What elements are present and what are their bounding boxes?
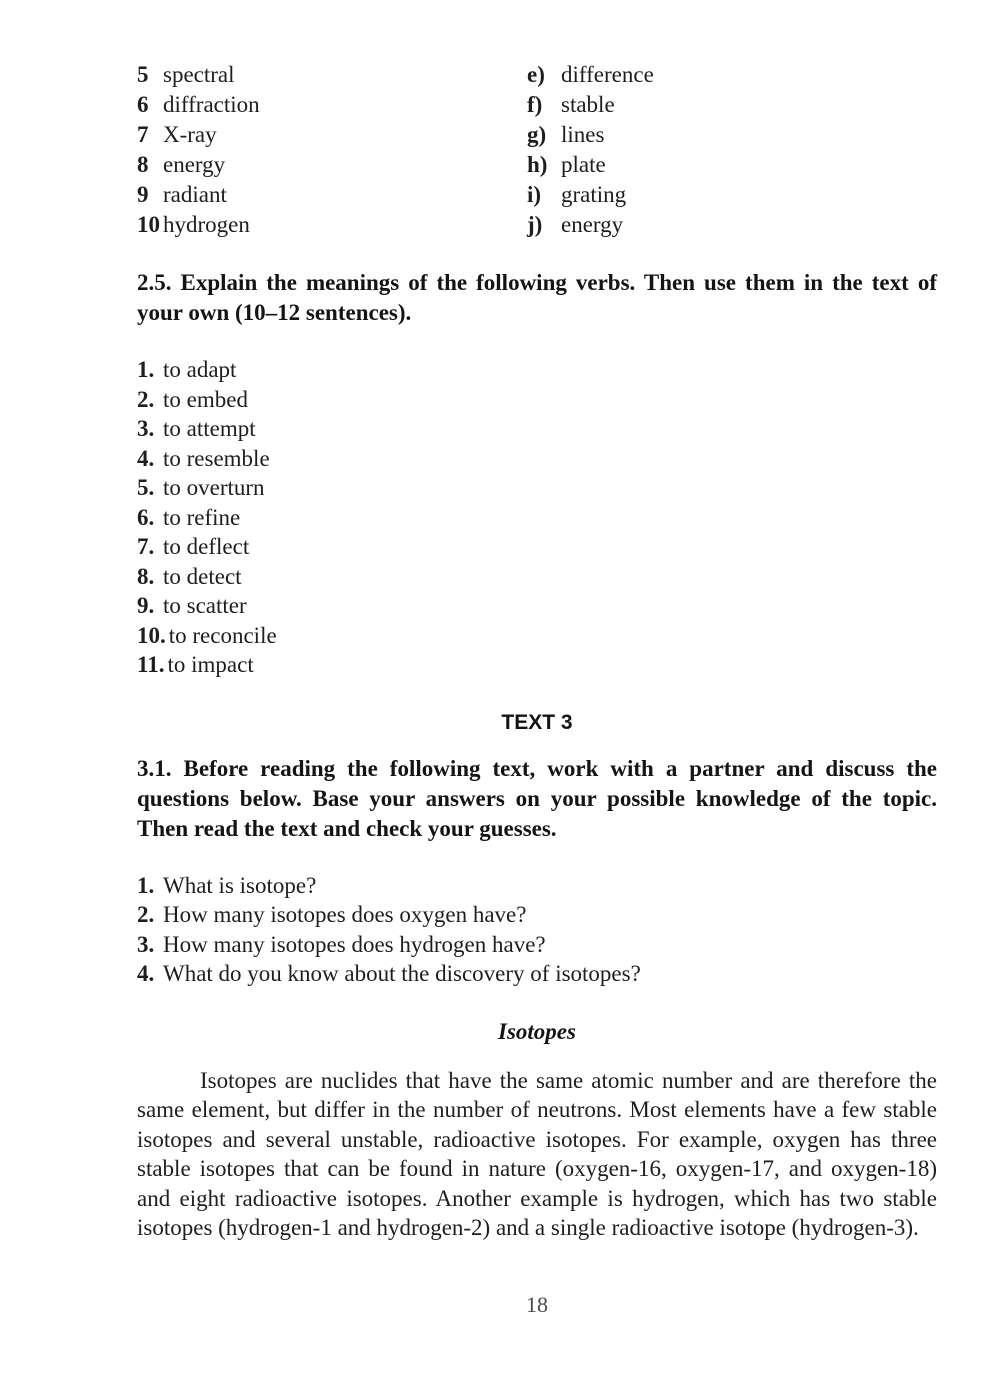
item-word: radiant	[163, 182, 227, 207]
verb-text: to resemble	[163, 445, 270, 471]
item-number: 7	[137, 122, 149, 147]
verb-text: to reconcile	[168, 622, 277, 648]
exercise-3-1-instruction: 3.1. Before reading the following text, work with a partner and discuss the questions below. Base your answers on your possible knowledge of the topic. Then read the text and check your guesses.	[137, 755, 937, 841]
matching-item	[527, 90, 937, 120]
item-number: 1.	[137, 357, 155, 382]
item-word: stable	[561, 92, 615, 117]
question-text: How many isotopes does hydrogen have?	[163, 931, 546, 957]
question-item	[137, 871, 937, 901]
reading-title: Isotopes	[498, 1018, 576, 1044]
verb-item	[137, 621, 937, 651]
question-text: How many isotopes does oxygen have?	[163, 902, 527, 927]
question-item	[137, 959, 937, 989]
verb-text: to refine	[163, 504, 241, 530]
question-text: What is isotope?	[163, 872, 317, 898]
verb-item	[137, 355, 937, 385]
item-number: 5.	[137, 475, 155, 500]
item-word: X-ray	[163, 122, 217, 147]
matching-right-column	[527, 60, 937, 240]
verb-text: to overturn	[163, 475, 265, 500]
verb-text: to attempt	[163, 416, 256, 441]
page-number: 18	[526, 1292, 548, 1317]
matching-item	[137, 210, 527, 240]
question-text: What do you know about the discovery of isotopes?	[163, 961, 641, 986]
item-number: 5	[137, 62, 149, 87]
item-word: energy	[561, 212, 624, 237]
item-word: spectral	[163, 62, 235, 87]
matching-item	[137, 180, 527, 210]
item-number: 8.	[137, 563, 155, 589]
item-letter: h)	[527, 152, 548, 177]
item-word: difference	[561, 62, 654, 87]
item-letter: j)	[527, 212, 543, 237]
verb-item	[137, 650, 937, 680]
exercise-2-5-heading: 2.5. Explain the meanings of the following verbs. Then use them in the text of your own (10–12 sentences).	[137, 270, 937, 325]
reading-paragraph: Isotopes are nuclides that have the same atomic number and are therefore the same element, but differ in the number of neutrons. Most elements have a few stable isotopes and several unstable, radioactive isotopes. For example, oxygen has three stable isotopes that can be found in nature (oxygen-16, oxygen-17, and oxygen-18) and eight radioactive isotopes. Another example is hydrogen, which has two stable isotopes (hydrogen-1 and hydrogen-2) and a single radioactive isotope (hydrogen-3).	[137, 1067, 937, 1240]
question-item	[137, 930, 937, 960]
matching-exercise	[137, 60, 937, 240]
matching-item	[527, 180, 937, 210]
verb-text: to detect	[163, 563, 242, 589]
item-word: lines	[561, 122, 605, 147]
verb-item	[137, 385, 937, 415]
question-item	[137, 900, 937, 930]
item-number: 9.	[137, 593, 155, 618]
item-letter: i)	[527, 182, 542, 207]
item-number: 4.	[137, 445, 155, 471]
item-word: diffraction	[163, 92, 260, 117]
item-number: 1.	[137, 872, 155, 898]
matching-item	[527, 210, 937, 240]
item-number: 3.	[137, 931, 155, 957]
verb-text: to scatter	[163, 593, 247, 618]
item-letter: e)	[527, 62, 545, 87]
matching-left-column	[137, 60, 527, 240]
verb-text: to adapt	[163, 357, 237, 382]
item-letter: g)	[527, 122, 547, 147]
item-number: 4.	[137, 961, 155, 986]
matching-item	[137, 90, 527, 120]
item-number: 8	[137, 152, 149, 177]
verb-item	[137, 562, 937, 592]
matching-item	[137, 120, 527, 150]
item-word: plate	[561, 152, 606, 177]
verb-item	[137, 591, 937, 621]
verb-item	[137, 473, 937, 503]
text-3-heading: TEXT 3	[501, 710, 573, 734]
item-number: 3.	[137, 416, 155, 441]
item-number: 6.	[137, 504, 155, 530]
verb-list	[137, 355, 937, 680]
verb-item	[137, 414, 937, 444]
matching-item	[137, 150, 527, 180]
item-number: 2.	[137, 902, 155, 927]
matching-item	[137, 60, 527, 90]
matching-item	[527, 60, 937, 90]
item-number: 9	[137, 182, 149, 207]
item-number: 7.	[137, 534, 155, 559]
verb-text: to impact	[167, 652, 254, 677]
item-number: 2.	[137, 386, 155, 412]
item-word: energy	[163, 152, 226, 177]
verb-text: to deflect	[163, 534, 250, 559]
item-number: 10	[137, 212, 160, 237]
item-word: grating	[561, 182, 627, 207]
matching-item	[527, 120, 937, 150]
page-content	[137, 0, 937, 1243]
verb-item	[137, 532, 937, 562]
verb-item	[137, 503, 937, 533]
item-number: 6	[137, 92, 149, 117]
item-letter: f)	[527, 92, 543, 117]
item-number: 11.	[137, 652, 165, 677]
verb-item	[137, 444, 937, 474]
item-number: 10.	[137, 622, 166, 648]
question-list	[137, 871, 937, 989]
matching-item	[527, 150, 937, 180]
verb-text: to embed	[163, 386, 248, 412]
item-word: hydrogen	[163, 212, 250, 237]
